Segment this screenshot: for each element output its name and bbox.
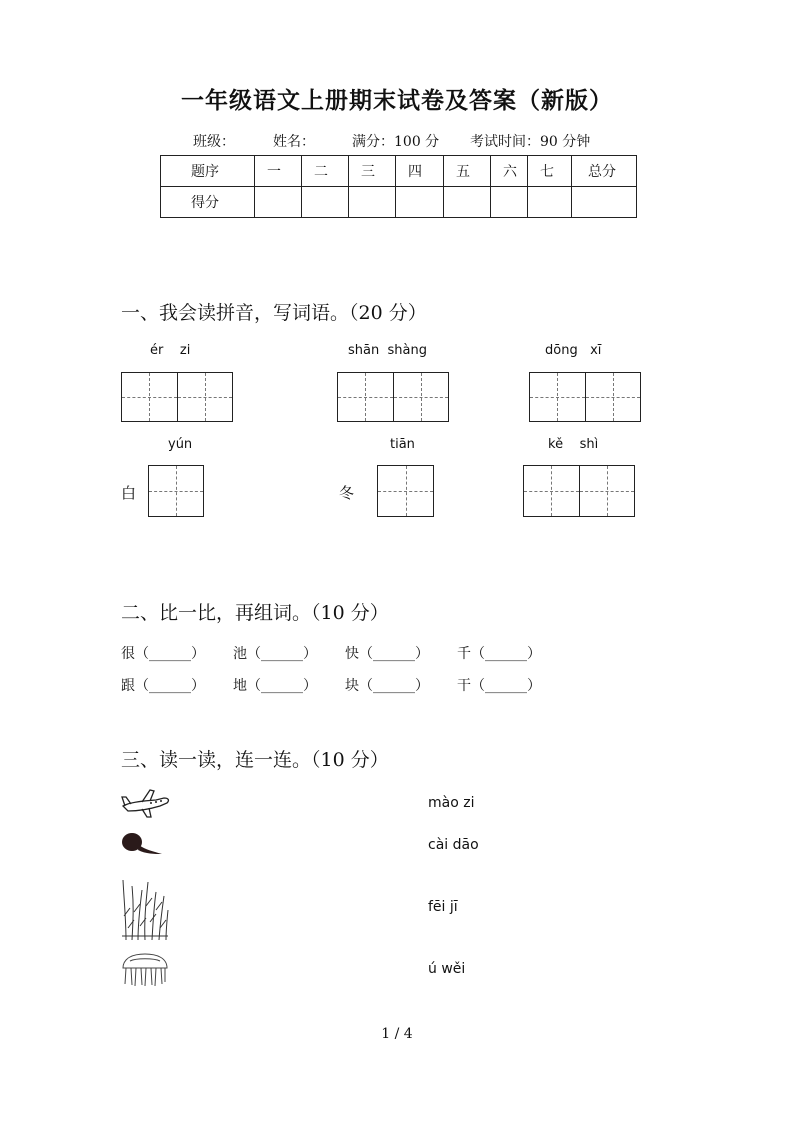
header-cell: 总分	[572, 156, 637, 187]
writing-cell[interactable]	[149, 466, 203, 516]
score-cell[interactable]	[396, 187, 444, 218]
section3-title: 三、读一读，连一连。（10 分）	[121, 749, 389, 771]
header-cell: 一	[255, 156, 302, 187]
compare-item[interactable]: 很（______）	[121, 646, 205, 662]
match-pinyin[interactable]: cài dāo	[428, 837, 479, 853]
compare-item[interactable]: 干（______）	[457, 678, 541, 694]
compare-item[interactable]: 块（______）	[345, 678, 429, 694]
score-header-row	[161, 156, 637, 187]
pinyin-label: ér zi	[150, 343, 191, 358]
writing-cell[interactable]	[530, 373, 586, 421]
score-cell[interactable]	[349, 187, 396, 218]
match-pinyin[interactable]: ú wěi	[428, 961, 466, 977]
match-pinyin[interactable]: mào zi	[428, 795, 475, 811]
class-label: 班级：	[193, 134, 235, 150]
prefix-char: 白	[121, 484, 137, 502]
header-cell: 五	[444, 156, 491, 187]
score-row-label: 得分	[161, 187, 255, 218]
writing-grid[interactable]	[148, 465, 204, 517]
prefix-char: 冬	[339, 484, 355, 502]
pinyin-label: shān shàng	[348, 343, 427, 358]
exam-time: 考试时间：90 分钟	[470, 134, 591, 150]
pinyin-label: tiān	[390, 437, 415, 452]
compare-item[interactable]: 跟（______）	[121, 678, 205, 694]
match-pinyin[interactable]: fēi jī	[428, 899, 458, 915]
pinyin-label: kě shì	[548, 437, 599, 452]
score-cell[interactable]	[491, 187, 528, 218]
score-cell[interactable]	[572, 187, 637, 218]
pinyin-label: dōng xī	[545, 343, 602, 358]
header-cell: 四	[396, 156, 444, 187]
writing-cell[interactable]	[394, 373, 449, 421]
writing-cell[interactable]	[178, 373, 233, 421]
score-table	[160, 155, 637, 218]
header-cell: 三	[349, 156, 396, 187]
header-cell: 题序	[161, 156, 255, 187]
pinyin-label: yún	[168, 437, 193, 452]
writing-grid[interactable]	[529, 372, 641, 422]
compare-item[interactable]: 千（______）	[457, 646, 541, 662]
tadpole-icon[interactable]	[120, 828, 164, 864]
page-number: 1 / 4	[381, 1026, 413, 1042]
page-title: 一年级语文上册期末试卷及答案（新版）	[181, 87, 613, 114]
writing-cell[interactable]	[524, 466, 580, 516]
compare-item[interactable]: 池（______）	[233, 646, 317, 662]
writing-cell[interactable]	[338, 373, 394, 421]
writing-cell[interactable]	[586, 373, 641, 421]
compare-item[interactable]: 地（______）	[233, 678, 317, 694]
writing-grid[interactable]	[523, 465, 635, 517]
writing-cell[interactable]	[378, 466, 433, 516]
score-row	[161, 187, 637, 218]
section1-title: 一、我会读拼音，写词语。（20 分）	[121, 302, 427, 324]
header-cell: 二	[302, 156, 349, 187]
writing-grid[interactable]	[337, 372, 449, 422]
full-score: 满分：100 分	[352, 134, 440, 150]
jellyfish-icon[interactable]	[120, 952, 170, 992]
writing-grid[interactable]	[121, 372, 233, 422]
writing-cell[interactable]	[122, 373, 178, 421]
header-cell: 六	[491, 156, 528, 187]
writing-cell[interactable]	[580, 466, 635, 516]
score-cell[interactable]	[255, 187, 302, 218]
airplane-icon[interactable]	[120, 786, 172, 826]
score-cell[interactable]	[444, 187, 491, 218]
section2-title: 二、比一比，再组词。（10 分）	[121, 602, 389, 624]
score-cell[interactable]	[528, 187, 572, 218]
name-label: 姓名：	[273, 134, 315, 150]
header-cell: 七	[528, 156, 572, 187]
score-cell[interactable]	[302, 187, 349, 218]
writing-grid[interactable]	[377, 465, 434, 517]
reeds-icon[interactable]	[120, 876, 170, 946]
compare-item[interactable]: 快（______）	[345, 646, 429, 662]
